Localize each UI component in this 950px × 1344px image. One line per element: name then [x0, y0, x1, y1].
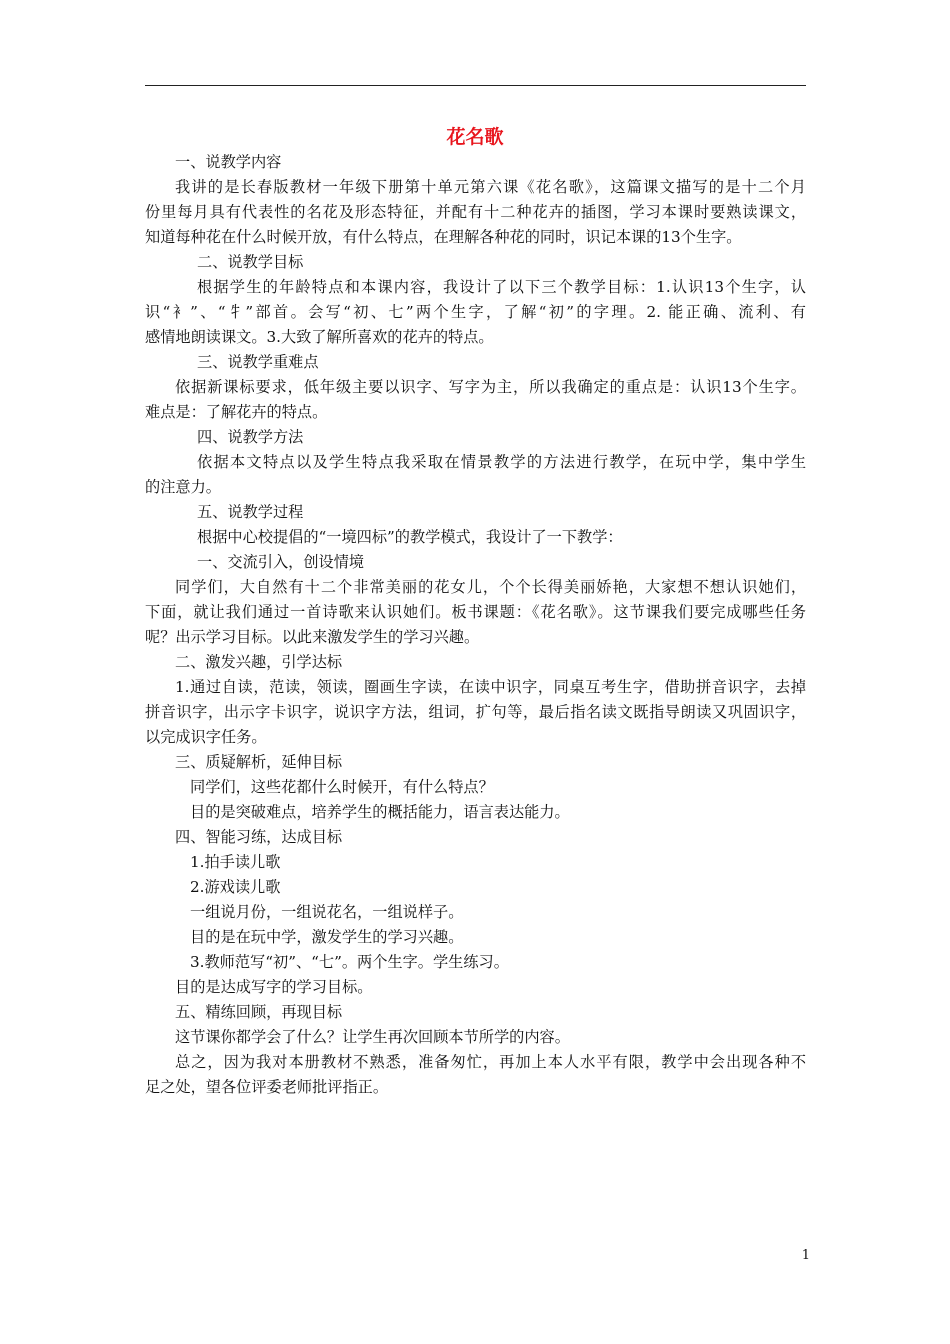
section-heading: 四、说教学方法: [197, 428, 304, 446]
paragraph-line: 依据本文特点以及学生特点我采取在情景教学的方法进行教学，在玩中学，集中学生: [197, 453, 806, 471]
paragraph-line: 1.通过自读，范读，领读，圈画生字读，在读中识字，同桌互考生字，借助拼音识字，去掉: [175, 678, 806, 696]
paragraph-line: 同学们，这些花都什么时候开，有什么特点？: [190, 778, 494, 796]
paragraph-line: 依据新课标要求，低年级主要以识字、写字为主，所以我确定的重点是：认识13个生字。: [175, 378, 806, 396]
page-number: 1: [801, 1248, 810, 1263]
section-heading: 一、说教学内容: [175, 153, 282, 171]
sub-heading: 三、质疑解析，延伸目标: [175, 753, 343, 771]
paragraph-line: 呢？出示学习目标。以此来激发学生的学习兴趣。: [145, 628, 480, 646]
paragraph-line: 下面，就让我们通过一首诗歌来认识她们。板书课题：《花名歌》。这节课我们要完成哪些任务: [145, 603, 806, 621]
paragraph-line: 感情地朗读课文。3.大致了解所喜欢的花卉的特点。: [145, 328, 494, 346]
paragraph-line: 的注意力。: [145, 478, 221, 496]
paragraph-line: 根据中心校提倡的“一境四标”的教学模式，我设计了一下教学：: [197, 528, 623, 546]
list-item: 2.游戏读儿歌: [190, 878, 281, 896]
sub-heading: 四、智能习练，达成目标: [175, 828, 343, 846]
paragraph-line: 足之处，望各位评委老师批评指正。: [145, 1078, 388, 1096]
paragraph-line: 拼音识字，出示字卡识字，说识字方法，组词，扩句等，最后指名读文既指导朗读又巩固识字，: [145, 703, 806, 721]
paragraph-line: 目的是突破难点，培养学生的概括能力，语言表达能力。: [190, 803, 570, 821]
header-rule: [145, 85, 806, 86]
list-item: 1.拍手读儿歌: [190, 853, 281, 871]
paragraph-line: 难点是：了解花卉的特点。: [145, 403, 328, 421]
document-body: [145, 150, 806, 1100]
list-item: 3.教师范写“初”、“七”。两个生字。学生练习。: [190, 953, 509, 971]
paragraph-line: 这节课你都学会了什么？让学生再次回顾本节所学的内容。: [175, 1028, 570, 1046]
paragraph-line: 目的是达成写字的学习目标。: [175, 978, 373, 996]
paragraph-line: 份里每月具有代表性的名花及形态特征，并配有十二种花卉的插图，学习本课时要熟读课文，: [145, 203, 806, 221]
document-title: 花名歌: [446, 126, 504, 148]
paragraph-line: 以完成识字任务。: [145, 728, 267, 746]
paragraph-line: 根据学生的年龄特点和本课内容，我设计了以下三个教学目标：1.认识13个生字，认: [197, 278, 806, 296]
sub-heading: 二、激发兴趣，引学达标: [175, 653, 343, 671]
paragraph-line: 一组说月份，一组说花名，一组说样子。: [190, 903, 464, 921]
section-heading: 五、说教学过程: [197, 503, 304, 521]
paragraph-line: 识“衤”、“牜”部首。会写“初、七”两个生字，了解“初”的字理。2. 能正确、流利、有: [145, 303, 806, 321]
paragraph-line: 总之，因为我对本册教材不熟悉，准备匆忙，再加上本人水平有限，教学中会出现各种不: [175, 1053, 806, 1071]
paragraph-line: 目的是在玩中学，激发学生的学习兴趣。: [190, 928, 464, 946]
sub-heading: 一、交流引入，创设情境: [197, 553, 365, 571]
sub-heading: 五、精练回顾，再现目标: [175, 1003, 343, 1021]
section-heading: 三、说教学重难点: [197, 353, 319, 371]
paragraph-line: 同学们，大自然有十二个非常美丽的花女儿，个个长得美丽娇艳，大家想不想认识她们，: [175, 578, 806, 596]
paragraph-line: 知道每种花在什么时候开放，有什么特点，在理解各种花的同时，识记本课的13个生字。: [145, 228, 742, 246]
section-heading: 二、说教学目标: [197, 253, 304, 271]
paragraph-line: 我讲的是长春版教材一年级下册第十单元第六课《花名歌》，这篇课文描写的是十二个月: [175, 178, 806, 196]
